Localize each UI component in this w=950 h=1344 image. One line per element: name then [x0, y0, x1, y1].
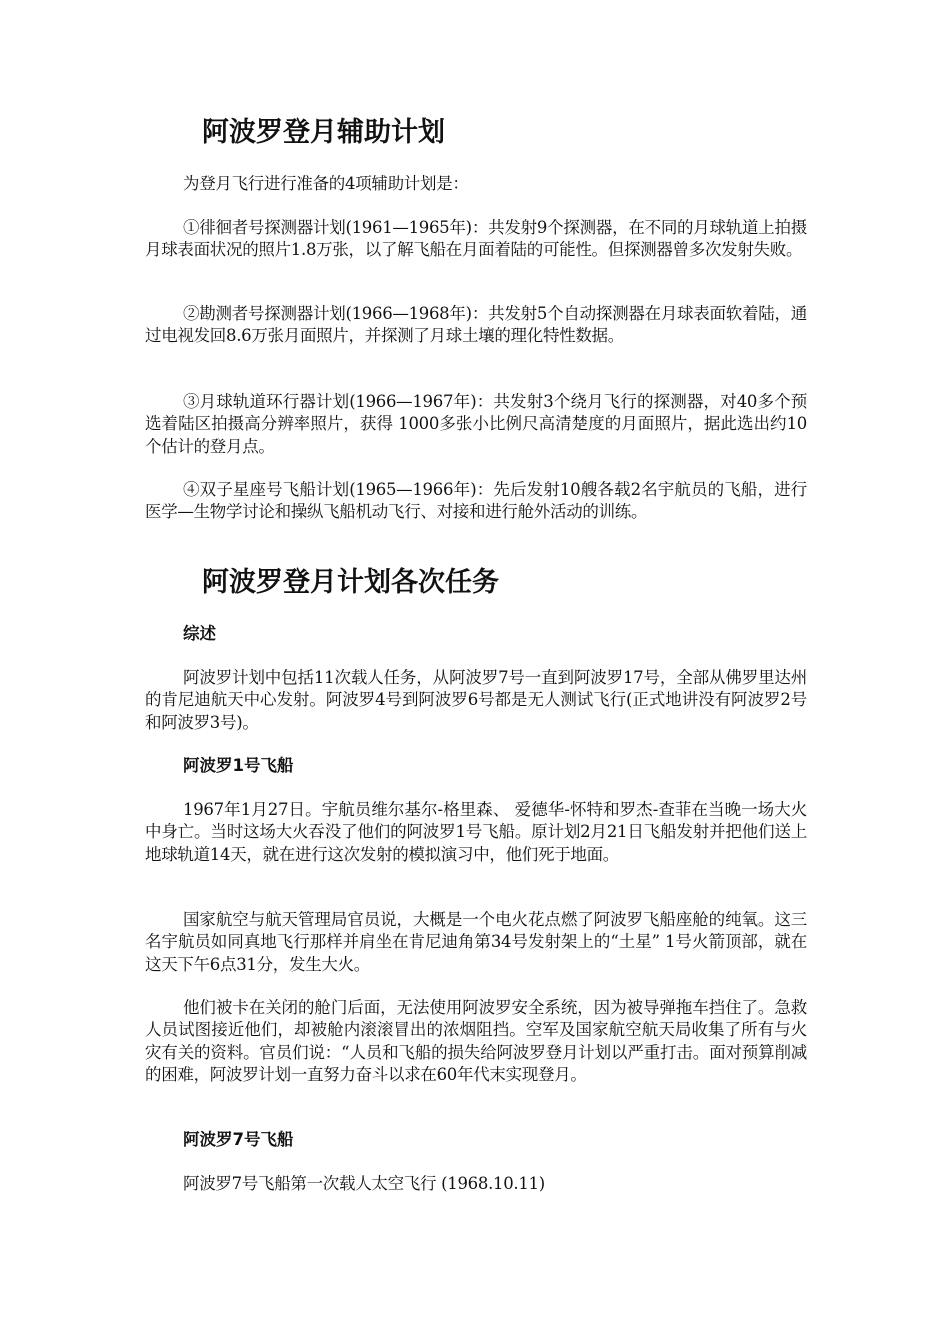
program-item-4: ④双子星座号飞船计划(1965—1966年)：先后发射10艘各载2名宇航员的飞船，进行医学—生物学讨论和操纵飞船机动飞行、对接和进行舱外活动的训练。 [145, 480, 807, 522]
subheading-apollo-7: 阿波罗7号飞船 [183, 1130, 294, 1149]
apollo-1-paragraph-1: 1967年1月27日。宇航员维尔基尔-格里森、 爱德华-怀特和罗杰-查菲在当晚一场大火中身亡。当时这场大火吞没了他们的阿波罗1号飞船。原计划2月21日飞船发射并把他们送上地球轨道14天，就在进行这次发射的模拟演习中，他们死于地面。 [145, 800, 807, 864]
apollo-1-paragraph-2: 国家航空与航天管理局官员说，大概是一个电火花点燃了阿波罗飞船座舱的纯氧。这三名宇航员如同真地飞行那样并肩坐在肯尼迪角第34号发射架上的“土星” 1号火箭顶部，就在这天下午6点31分，发生大火。 [145, 910, 807, 974]
section-title-missions: 阿波罗登月计划各次任务 [202, 567, 499, 598]
subheading-apollo-1: 阿波罗1号飞船 [183, 756, 294, 775]
apollo-7-paragraph: 阿波罗7号飞船第一次载人太空飞行 (1968.10.11) [183, 1174, 545, 1193]
section-title-auxiliary-programs: 阿波罗登月辅助计划 [202, 117, 445, 148]
subheading-overview: 综述 [183, 624, 216, 643]
apollo-1-paragraph-3: 他们被卡在关闭的舱门后面，无法使用阿波罗安全系统，因为被导弹拖车挡住了。急救人员试图接近他们，却被舱内滚滚冒出的浓烟阻挡。空军及国家航空航天局收集了所有与火灾有关的资料。官员们说：“人员和飞船的损失给阿波罗登月计划以严重打击。面对预算削减的困难，阿波罗计划一直努力奋斗以求在60年代末实现登月。 [145, 998, 807, 1084]
intro-paragraph: 为登月飞行进行准备的4项辅助计划是： [183, 174, 469, 193]
program-item-2: ②勘测者号探测器计划(1966—1968年)：共发射5个自动探测器在月球表面软着陆，通过电视发回8.6万张月面照片，并探测了月球土壤的理化特性数据。 [145, 304, 807, 346]
program-item-1: ①徘徊者号探测器计划(1961—1965年)：共发射9个探测器，在不同的月球轨道上拍摄月球表面状况的照片1.8万张，以了解飞船在月面着陆的可能性。但探测器曾多次发射失败。 [145, 218, 807, 260]
program-item-3: ③月球轨道环行器计划(1966—1967年)：共发射3个绕月飞行的探测器，对40多个预选着陆区拍摄高分辨率照片，获得 1000多张小比例尺高清楚度的月面照片，据此选出约10个估计的登月点。 [145, 392, 807, 456]
overview-paragraph: 阿波罗计划中包括11次载人任务，从阿波罗7号一直到阿波罗17号，全部从佛罗里达州的肯尼迪航天中心发射。阿波罗4号到阿波罗6号都是无人测试飞行(正式地讲没有阿波罗2号和阿波罗3号)。 [145, 668, 807, 732]
